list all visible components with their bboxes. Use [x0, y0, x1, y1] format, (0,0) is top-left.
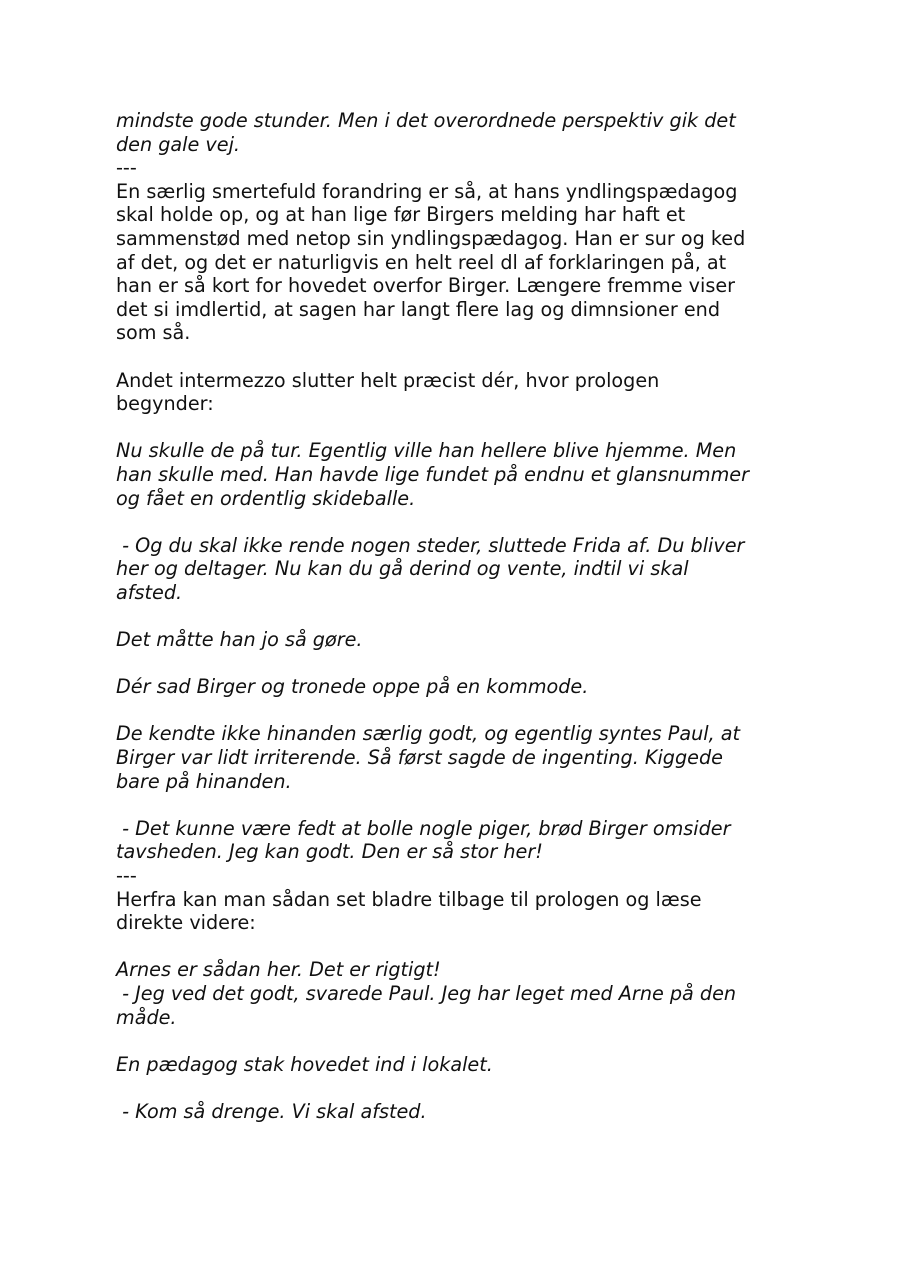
italic-paragraph: [116, 1100, 816, 1124]
blank-line: [116, 699, 816, 723]
text-line: En særlig smertefuld forandring er så, at hans yndlingspædagog: [116, 179, 738, 203]
blank-line: [116, 793, 816, 817]
text-line: det si imdlertid, at sagen har langt flere lag og dimnsioner end: [116, 297, 721, 321]
text-line: ---: [116, 864, 137, 887]
text-line: af det, og det er naturligvis en helt reel dl af forklaringen på, at: [116, 250, 727, 274]
italic-paragraph: [116, 439, 816, 510]
text-line: begynder:: [116, 392, 214, 416]
text-line: - Det kunne være fedt at bolle nogle piger, brød Birger omsider: [116, 816, 731, 840]
text-line: direkte videre:: [116, 911, 256, 935]
text-line: Arnes er sådan her. Det er rigtigt!: [116, 958, 441, 982]
italic-paragraph: [116, 817, 816, 864]
text-line: og fået en ordentlig skideballe.: [116, 486, 416, 510]
paragraph: [116, 180, 816, 345]
blank-line: [116, 345, 816, 369]
italic-paragraph: [116, 534, 816, 605]
blank-line: [116, 1076, 816, 1100]
text-line: her og deltager. Nu kan du gå derind og vente, indtil vi skal: [116, 557, 689, 581]
blank-line: [116, 935, 816, 959]
document-page: [116, 109, 816, 1124]
text-line: De kendte ikke hinanden særlig godt, og egentlig syntes Paul, at: [116, 722, 741, 746]
text-line: Det måtte han jo så gøre.: [116, 628, 363, 652]
text-line: mindste gode stunder. Men i det overordnede perspektiv gik det: [116, 109, 736, 132]
italic-paragraph: [116, 958, 816, 1029]
text-line: Nu skulle de på tur. Egentlig ville han hellere blive hjemme. Men: [116, 439, 737, 463]
italic-paragraph: [116, 628, 816, 652]
blank-line: [116, 510, 816, 534]
text-line: måde.: [116, 1005, 177, 1029]
text-line: han er så kort for hovedet overfor Birger. Længere fremme viser: [116, 274, 736, 298]
italic-paragraph: [116, 675, 816, 699]
text-line: En pædagog stak hovedet ind i lokalet.: [116, 1052, 493, 1076]
text-line: Andet intermezzo slutter helt præcist dér, hvor prologen: [116, 368, 660, 392]
italic-paragraph: [116, 109, 816, 156]
italic-paragraph: [116, 722, 816, 793]
blank-line: [116, 652, 816, 676]
blank-line: [116, 416, 816, 440]
text-line: Birger var lidt irriterende. Så først sagde de ingenting. Kiggede: [116, 746, 723, 770]
blank-line: [116, 604, 816, 628]
text-line: - Og du skal ikke rende nogen steder, sluttede Frida af. Du bliver: [116, 533, 745, 557]
italic-paragraph: [116, 1053, 816, 1077]
text-line: sammenstød med netop sin yndlingspædagog. Han er sur og ked: [116, 226, 746, 250]
text-line: han skulle med. Han havde lige fundet på endnu et glansnummer: [116, 462, 749, 486]
text-line: skal holde op, og at han lige før Birgers melding har haft et: [116, 203, 686, 227]
blank-line: [116, 1029, 816, 1053]
text-line: som så.: [116, 321, 191, 345]
text-line: - Kom så drenge. Vi skal afsted.: [116, 1099, 427, 1123]
paragraph: [116, 888, 816, 935]
text-line: Herfra kan man sådan set bladre tilbage til prologen og læse: [116, 887, 702, 911]
text-line: ---: [116, 156, 137, 180]
text-line: Dér sad Birger og tronede oppe på en kommode.: [116, 675, 589, 699]
paragraph: [116, 156, 816, 180]
text-line: tavsheden. Jeg kan godt. Den er så stor her!: [116, 840, 543, 864]
text-line: bare på hinanden.: [116, 769, 292, 793]
text-line: - Jeg ved det godt, svarede Paul. Jeg har leget med Arne på den: [116, 981, 737, 1005]
text-line: den gale vej.: [116, 132, 241, 156]
text-line: afsted.: [116, 580, 183, 604]
paragraph: [116, 864, 816, 888]
paragraph: [116, 369, 816, 416]
